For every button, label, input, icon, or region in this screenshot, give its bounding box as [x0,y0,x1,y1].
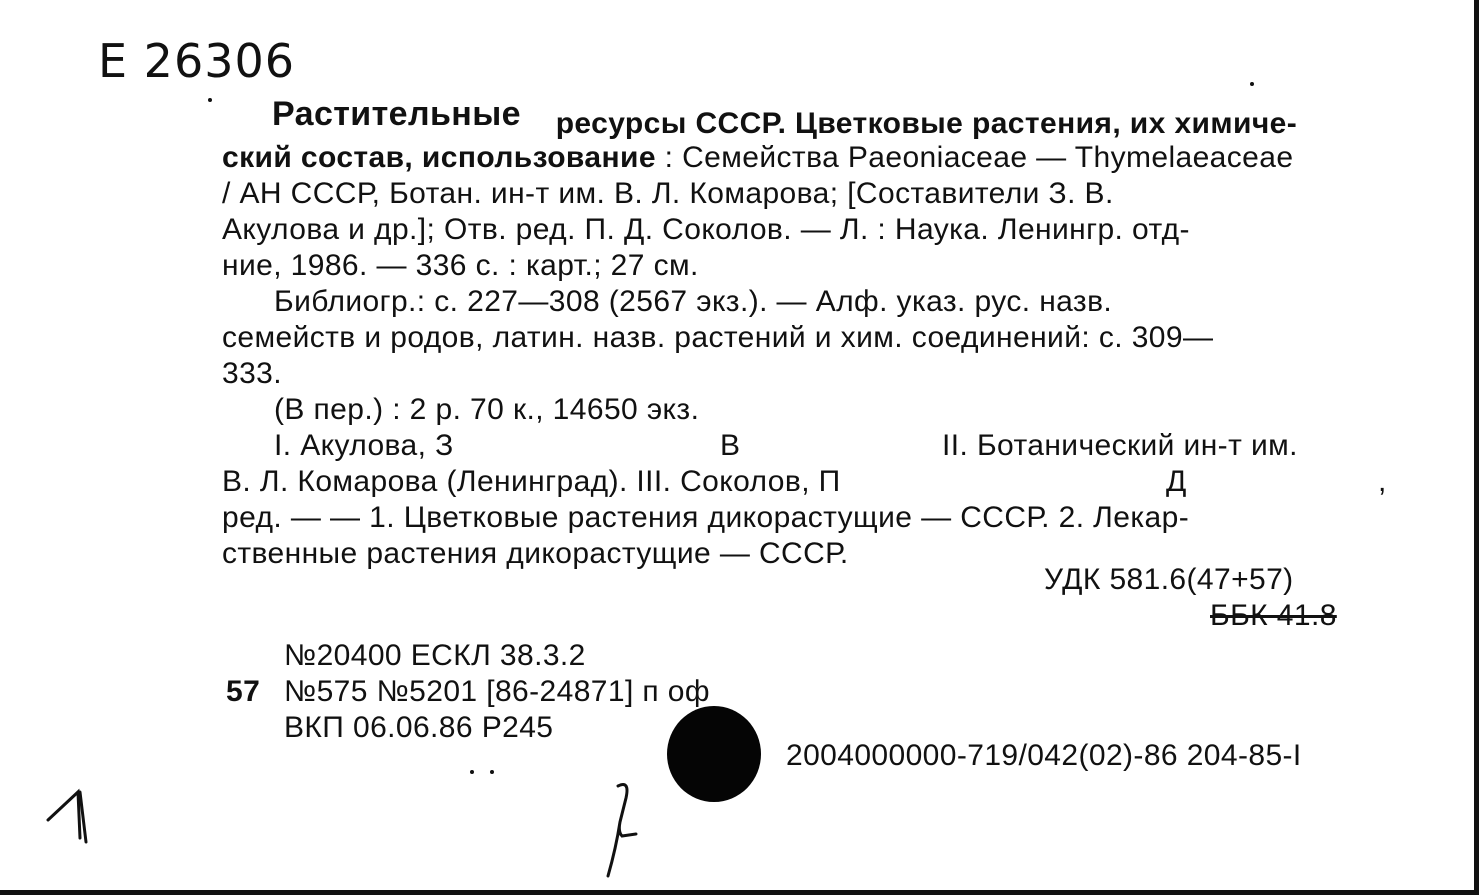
entries-line-2c: , [1378,465,1387,498]
publication-line: Акулова и др.]; Отв. ред. П. Д. Соколов. — Л. : Наука. Ленингр. отд- [222,213,1190,246]
handwritten-number [40,780,100,860]
title-bold-part: ский состав, использование [222,141,656,174]
ink-dot [470,770,474,774]
handwritten-number-text: 1 [40,780,41,781]
entries-line-2a: В. Л. Комарова (Ленинград). III. Соколов, П [222,465,841,498]
bibliography-line-3: 333. [222,357,282,390]
record-line-1: №20400 ЕСКЛ 38.3.2 [284,639,586,672]
ink-dot [1250,82,1254,86]
price-line: (В пер.) : 2 р. 70 к., 14650 экз. [274,393,700,426]
record-line-3: ВКП 06.06.86 Р245 [284,711,554,744]
bbk-code: ББК 41.8 [1210,599,1337,632]
ink-dot [208,98,212,102]
bibliography-line-1: Библиогр.: с. 227—308 (2567 экз.). — Алф. указ. рус. назв. [274,285,1113,318]
entries-line-1b: В [720,429,741,462]
physical-description-line: ние, 1986. — 336 с. : карт.; 27 см. [222,249,699,282]
punched-hole [667,706,761,802]
entries-line-2b: Д [1166,465,1187,498]
title-families: : Семейства Paeoniaceae — Thymelaeaceae [655,141,1294,174]
udk-code: УДК 581.6(47+57) [1044,563,1294,596]
call-number: Е 26306 [98,34,296,88]
subjects-line-1: ред. — — 1. Цветковые растения дикорастущие — СССР. 2. Лекар- [222,501,1190,534]
title-line-2 [222,140,1293,176]
record-prefix: 57 [226,675,261,708]
title-line [272,95,1298,140]
subjects-line-2: ственные растения дикорастущие — СССР. [222,537,849,570]
entries-line-1a: I. Акулова, З [274,429,454,462]
ink-dot [490,770,494,774]
entries-line-1c: II. Ботанический ин-т им. [942,429,1298,462]
handwritten-signature [596,778,666,882]
bibliography-line-2: семейств и родов, латин. назв. растений и хим. соединений: с. 309— [222,321,1214,354]
code-line: 2004000000-719/042(02)-86 204-85-I [786,739,1302,772]
responsibility-line: / АН СССР, Ботан. ин-т им. В. Л. Комарова; [Составители З. В. [222,177,1114,210]
title-first-word: Растительные [272,95,521,133]
title-rest: ресурсы СССР. Цветковые растения, их химиче- [555,107,1298,140]
record-line-2: №575 №5201 [86-24871] п оф [284,675,710,708]
